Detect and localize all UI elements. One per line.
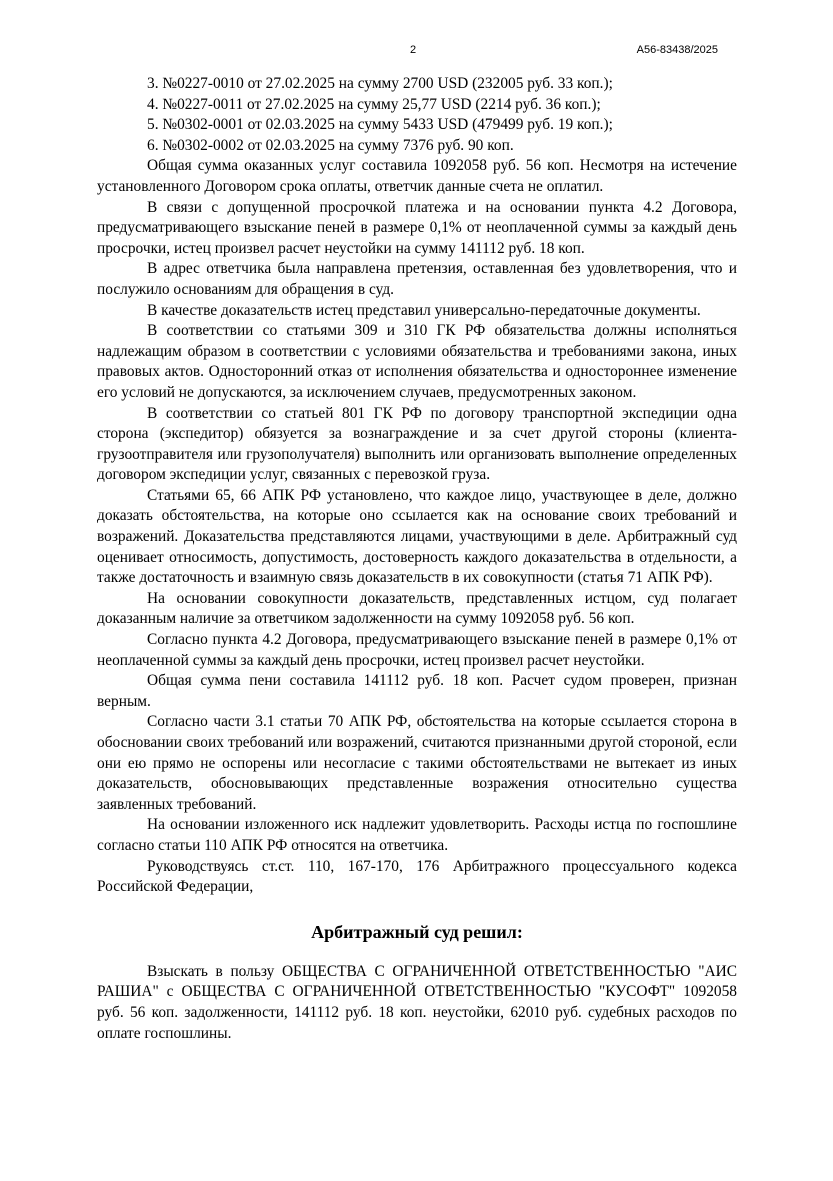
page-header — [0, 44, 833, 62]
paragraph: В соответствии со статьей 801 ГК РФ по договору транспортной экспедиции одна сторона (экспедитор) обязуется за вознаграждение и за счет другой стороны (клиента-грузоотправителя или грузополучателя) выполнить или организовать выполнение определенных договором экспедиции услуг, связанных с перевозкой груза. — [97, 404, 737, 484]
invoice-item: 4. №0227-0011 от 27.02.2025 на сумму 25,77 USD (2214 руб. 36 коп.); — [147, 95, 601, 113]
case-number: А56-83438/2025 — [636, 44, 718, 56]
decision-text: Взыскать в пользу ОБЩЕСТВА С ОГРАНИЧЕННОЙ ОТВЕТСТВЕННОСТЬЮ "АИС РАШИА" с ОБЩЕСТВА С ОГРАНИЧЕННОЙ ОТВЕТСТВЕННОСТЬЮ "КУСОФТ" 1092058 руб. 56 коп. задолженности, 141112 руб. 18 коп. неустойки, 62010 руб. судебных расходов по оплате госпошлины. — [97, 962, 737, 1042]
paragraph: В качестве доказательств истец представил универсально-передаточные документы. — [147, 301, 701, 319]
paragraph: Согласно части 3.1 статьи 70 АПК РФ, обстоятельства на которые ссылается сторона в обосновании своих требований или возражений, считаются признанными другой стороной, если они ею прямо не оспорены или несогласие с такими обстоятельствами не вытекает из иных доказательств, обосновывающих представленные возражения относительно существа заявленных требований. — [97, 713, 737, 813]
paragraph: В связи с допущенной просрочкой платежа и на основании пункта 4.2 Договора, предусматривающего взыскание пеней в размере 0,1% от неоплаченной суммы за каждый день просрочки, истец произвел расчет неустойки на сумму 141112 руб. 18 коп. — [97, 198, 737, 257]
paragraph: В соответствии со статьями 309 и 310 ГК РФ обязательства должны исполняться надлежащим образом в соответствии с условиями обязательства и требованиями закона, иных правовых актов. Односторонний отказ от исполнения обязательства и одностороннее изменение его условий не допускаются, за исключением случаев, предусмотренных законом. — [97, 322, 737, 401]
decision-heading: Арбитражный суд решил: — [311, 921, 523, 942]
invoice-item: 5. №0302-0001 от 02.03.2025 на сумму 5433 USD (479499 руб. 19 коп.); — [147, 116, 613, 134]
document-body — [97, 74, 737, 1044]
invoice-item: 6. №0302-0002 от 02.03.2025 на сумму 7376 руб. 90 коп. — [147, 136, 514, 154]
paragraph: На основании совокупности доказательств, представленных истцом, суд полагает доказанным наличие за ответчиком задолженности на сумму 1092058 руб. 56 коп. — [97, 589, 737, 628]
paragraph: Статьями 65, 66 АПК РФ установлено, что каждое лицо, участвующее в деле, должно доказать обстоятельства, на которые оно ссылается как на основание своих требований и возражений. Доказательства представляются лицами, участвующими в деле. Арбитражный суд оценивает относимость, допустимость, достоверность каждого доказательства в отдельности, а также достаточность и взаимную связь доказательств в их совокупности (статья 71 АПК РФ). — [97, 486, 737, 587]
paragraph: Согласно пункта 4.2 Договора, предусматривающего взыскание пеней в размере 0,1% от неоплаченной суммы за каждый день просрочки, истец произвел расчет неустойки. — [97, 631, 737, 669]
page-number: 2 — [410, 44, 417, 56]
invoice-item: 3. №0227-0010 от 27.02.2025 на сумму 2700 USD (232005 руб. 33 коп.); — [147, 75, 613, 92]
paragraph: В адрес ответчика была направлена претензия, оставленная без удовлетворения, что и послужило основаниям для обращения в суд. — [97, 260, 737, 298]
paragraph: Общая сумма оказанных услуг составила 1092058 руб. 56 коп. Несмотря на истечение установленного Договором срока оплаты, ответчик данные счета не оплатил. — [97, 157, 737, 195]
paragraph: На основании изложенного иск надлежит удовлетворить. Расходы истца по госпошлине согласно статьи 110 АПК РФ относятся на ответчика. — [97, 816, 737, 854]
paragraph: Общая сумма пени составила 141112 руб. 18 коп. Расчет судом проверен, признан верным. — [97, 672, 737, 710]
paragraph: Руководствуясь ст.ст. 110, 167-170, 176 Арбитражного процессуального кодекса Российской Федерации, — [97, 857, 737, 896]
